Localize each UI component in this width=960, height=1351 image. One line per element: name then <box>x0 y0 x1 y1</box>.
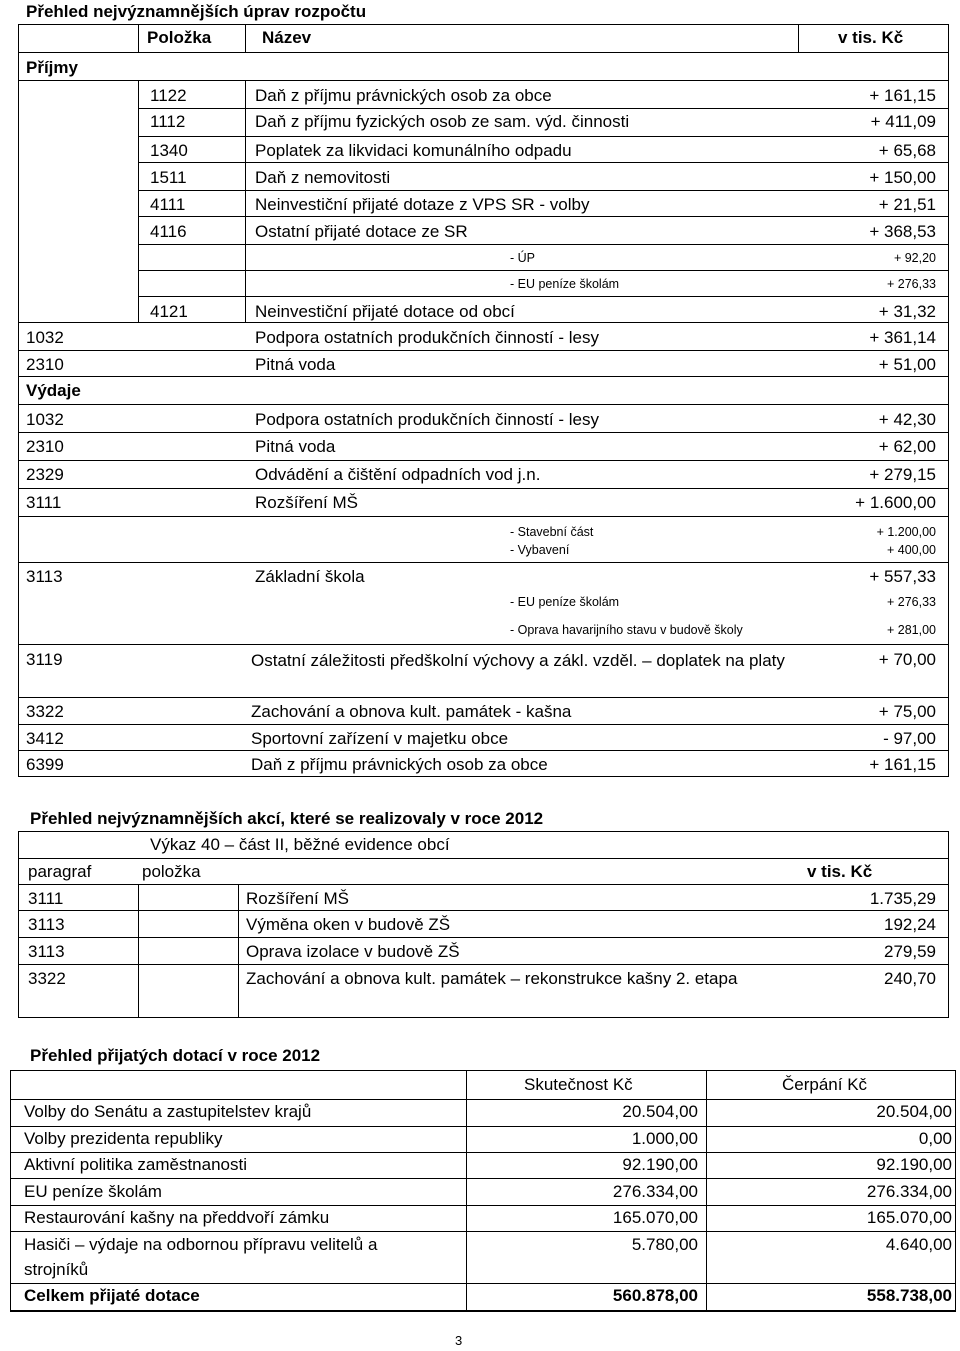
t1-code: 1112 <box>150 112 186 131</box>
t3-cerpani: 92.190,00 <box>876 1155 952 1174</box>
t1-val: - 97,00 <box>883 729 936 748</box>
t3-hdr-skutecnost: Skutečnost Kč <box>524 1075 633 1094</box>
t3-name: Volby do Senátu a zastupitelstev krajů <box>24 1102 312 1121</box>
t1-subval: + 92,20 <box>893 251 936 265</box>
t1-subval: + 276,33 <box>886 595 936 609</box>
t1-section-prijmy: Příjmy <box>26 58 78 77</box>
t1-code: 4121 <box>150 302 188 321</box>
t3-cerpani: 0,00 <box>918 1129 952 1148</box>
t2-code: 3111 <box>28 889 64 908</box>
page-number: 3 <box>455 1333 463 1348</box>
t3-cerpani: 4.640,00 <box>885 1235 952 1254</box>
t1-subitem: - Vybavení <box>510 543 570 557</box>
t1-subitem: - ÚP <box>510 251 535 265</box>
t1-val: + 161,15 <box>869 755 936 774</box>
t1-subitem: - Stavební část <box>510 525 594 539</box>
t2-val: 192,24 <box>884 915 936 934</box>
t1-title: Přehled nejvýznamnějších úprav rozpočtu <box>26 2 367 21</box>
t1-subitem: - Oprava havarijního stavu v budově školy <box>510 623 743 637</box>
t3-total-name: Celkem přijaté dotace <box>24 1286 200 1305</box>
t1-hdr-vtis: v tis. Kč <box>838 28 904 47</box>
t1-val: + 150,00 <box>869 168 936 187</box>
t1-code: 3412 <box>26 729 64 748</box>
t1-name: Pitná voda <box>255 355 336 374</box>
t1-val: + 51,00 <box>878 355 936 374</box>
t2-val: 1.735,29 <box>869 889 936 908</box>
t2-hdr-paragraf: paragraf <box>28 862 92 881</box>
t1-subitem: - EU peníze školám <box>510 277 620 291</box>
t1-hdr-nazev: Název <box>262 28 312 47</box>
t1-name: Neinvestiční přijaté dotaze z VPS SR - volby <box>255 195 590 214</box>
t2-hdr-vtis: v tis. Kč <box>807 862 873 881</box>
t1-code: 6399 <box>26 755 64 774</box>
t1-code: 2329 <box>26 465 64 484</box>
t1-name: Ostatní záležitosti předškolní výchovy a zákl. vzděl. – doplatek na platy <box>251 651 785 670</box>
t1-code: 4111 <box>150 195 186 214</box>
t1-name: Neinvestiční přijaté dotace od obcí <box>255 302 515 321</box>
t1-name: Odvádění a čištění odpadních vod j.n. <box>255 465 541 484</box>
t2-hdr-polozka: položka <box>142 862 201 881</box>
t2-name: Rozšíření MŠ <box>246 889 349 908</box>
t1-name: Pitná voda <box>255 437 336 456</box>
t1-name: Daň z příjmu právnických osob za obce <box>255 86 552 105</box>
t3-skutecnost: 165.070,00 <box>612 1208 698 1227</box>
t1-subval: + 1.200,00 <box>876 525 936 539</box>
t2-subtitle: Výkaz 40 – část II, běžné evidence obcí <box>150 835 450 854</box>
t1-val: + 557,33 <box>869 567 936 586</box>
t1-val: + 65,68 <box>878 141 936 160</box>
t1-name: Daň z příjmu fyzických osob ze sam. výd. činnosti <box>255 112 630 131</box>
t1-name: Daň z příjmu právnických osob za obce <box>251 755 548 774</box>
t1-val: + 161,15 <box>869 86 936 105</box>
t2-name: Výměna oken v budově ZŠ <box>246 915 451 934</box>
t3-total-cerpani: 558.738,00 <box>866 1286 952 1305</box>
t1-name: Daň z nemovitosti <box>255 168 391 187</box>
t1-val: + 361,14 <box>869 328 936 347</box>
t3-title: Přehled přijatých dotací v roce 2012 <box>30 1046 321 1065</box>
t3-name: EU peníze školám <box>24 1182 162 1201</box>
t1-val: + 70,00 <box>878 650 936 669</box>
t3-skutecnost: 276.334,00 <box>612 1182 698 1201</box>
t1-val: + 62,00 <box>878 437 936 456</box>
t1-code: 2310 <box>26 437 64 456</box>
t2-title: Přehled nejvýznamnějších akcí, které se realizovaly v roce 2012 <box>30 809 544 828</box>
t1-val: + 75,00 <box>878 702 936 721</box>
t3-name: Aktivní politika zaměstnanosti <box>24 1155 247 1174</box>
t3-cerpani: 276.334,00 <box>866 1182 952 1201</box>
t3-cerpani: 165.070,00 <box>866 1208 952 1227</box>
t1-subitem: - EU peníze školám <box>510 595 620 609</box>
t1-code: 1511 <box>150 168 187 187</box>
t3-skutecnost: 1.000,00 <box>631 1129 698 1148</box>
t1-val: + 42,30 <box>878 410 936 429</box>
t1-val: + 279,15 <box>869 465 936 484</box>
t2-code: 3113 <box>28 942 65 961</box>
t1-code: 2310 <box>26 355 64 374</box>
t3-name: Hasiči – výdaje na odbornou přípravu velitelů a strojníků <box>24 1235 378 1279</box>
t1-name: Zachování a obnova kult. památek - kašna <box>251 702 572 721</box>
t2-val: 240,70 <box>884 969 936 988</box>
t1-subval: + 281,00 <box>886 623 936 637</box>
t1-val: + 21,51 <box>878 195 936 214</box>
t1-val: + 31,32 <box>878 302 936 321</box>
t2-code: 3113 <box>28 915 65 934</box>
t3-cerpani: 20.504,00 <box>876 1102 952 1121</box>
t1-code: 1032 <box>26 410 64 429</box>
t3-hdr-cerpani: Čerpání Kč <box>782 1075 868 1094</box>
t1-code: 3119 <box>26 650 63 669</box>
t1-name: Základní škola <box>255 567 365 586</box>
t1-code: 3322 <box>26 702 64 721</box>
t1-code: 1340 <box>150 141 188 160</box>
t3-skutecnost: 5.780,00 <box>631 1235 698 1254</box>
t2-name: Oprava izolace v budově ZŠ <box>246 942 460 961</box>
t3-name: Restaurování kašny na předdvoří zámku <box>24 1208 330 1227</box>
t1-name: Ostatní přijaté dotace ze SR <box>255 222 468 241</box>
t2-code: 3322 <box>28 969 66 988</box>
t1-code: 3111 <box>26 493 62 512</box>
t1-val: + 368,53 <box>869 222 936 241</box>
t3-name: Volby prezidenta republiky <box>24 1129 223 1148</box>
t1-name: Poplatek za likvidaci komunálního odpadu <box>255 141 572 160</box>
t1-val: + 411,09 <box>870 112 936 131</box>
t1-val: + 1.600,00 <box>855 493 936 512</box>
t1-name: Podpora ostatních produkčních činností - lesy <box>255 328 599 347</box>
t3-skutecnost: 92.190,00 <box>622 1155 698 1174</box>
t1-subval: + 400,00 <box>886 543 936 557</box>
t1-code: 1122 <box>150 86 187 105</box>
t1-code: 4116 <box>150 222 187 241</box>
t1-name: Podpora ostatních produkčních činností - lesy <box>255 410 599 429</box>
t2-name: Zachování a obnova kult. památek – rekonstrukce kašny 2. etapa <box>246 969 738 988</box>
t1-code: 1032 <box>26 328 64 347</box>
t2-val: 279,59 <box>884 942 936 961</box>
t1-code: 3113 <box>26 567 63 586</box>
t1-hdr-polozka: Položka <box>147 28 212 47</box>
t3-total-skutecnost: 560.878,00 <box>612 1286 698 1305</box>
t1-name: Rozšíření MŠ <box>255 493 358 512</box>
t1-subval: + 276,33 <box>886 277 936 291</box>
t1-section-vydaje: Výdaje <box>26 381 81 400</box>
t3-skutecnost: 20.504,00 <box>622 1102 698 1121</box>
t1-name: Sportovní zařízení v majetku obce <box>251 729 509 748</box>
